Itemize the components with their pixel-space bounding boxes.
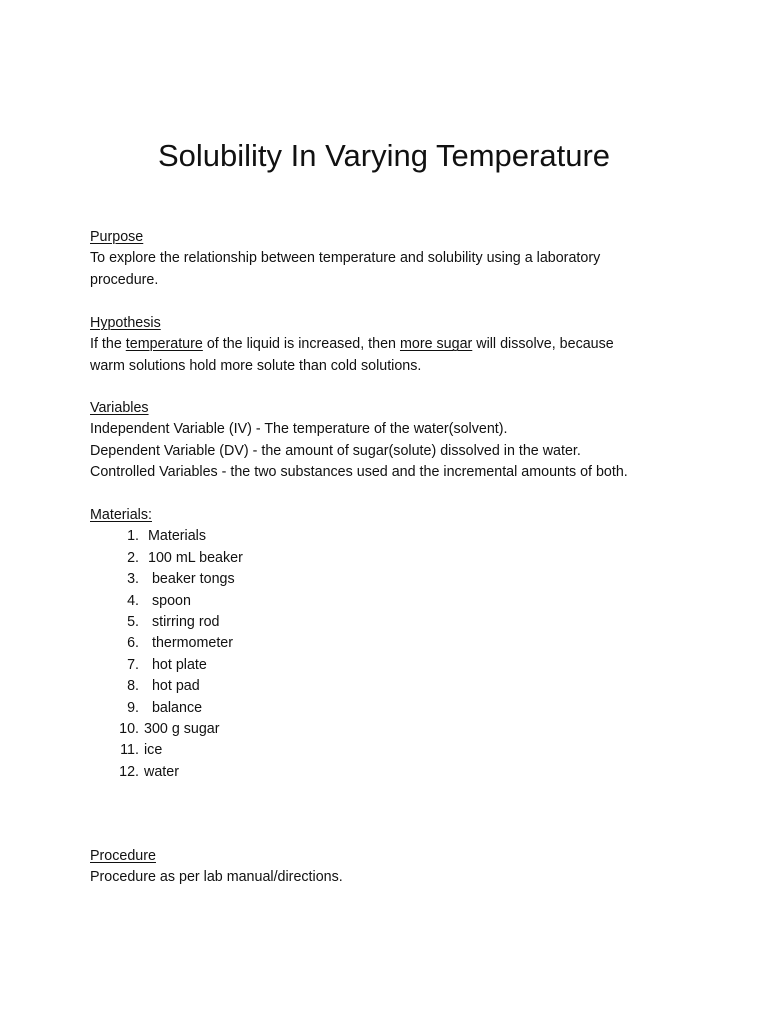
list-item-text: Materials	[148, 528, 206, 545]
list-item-number: 4.	[127, 592, 139, 609]
list-item-number: 11.	[120, 742, 139, 759]
list-item-number: 1.	[127, 528, 139, 545]
list-item	[90, 548, 680, 569]
list-item-text: balance	[148, 699, 203, 716]
hypothesis-text-pre: If the	[90, 336, 126, 353]
list-item	[90, 698, 680, 719]
hypothesis-underlined-temperature: temperature	[125, 336, 203, 353]
materials-list	[90, 526, 680, 783]
list-item	[90, 526, 680, 547]
hypothesis-heading: Hypothesis	[90, 315, 161, 331]
list-item-number: 8.	[127, 678, 139, 695]
list-item-text: hot pad	[148, 678, 200, 695]
list-item-text: beaker tongs	[148, 571, 235, 588]
hypothesis-section	[90, 313, 680, 377]
hypothesis-text-post: will dissolve, because	[472, 336, 614, 353]
list-item-text: 300 g sugar	[144, 721, 220, 738]
list-item	[90, 740, 680, 761]
document-title: Solubility In Varying Temperature	[157, 138, 611, 173]
controlled-variables-line: Controlled Variables - the two substances used and the incremental amounts of both.	[90, 464, 628, 481]
list-item-text: hot plate	[148, 656, 207, 673]
list-item-number: 7.	[127, 656, 139, 673]
variables-heading: Variables	[90, 400, 149, 416]
list-item-text: water	[144, 763, 179, 780]
list-item	[90, 655, 680, 676]
variables-section	[90, 398, 680, 484]
list-item-text: stirring rod	[148, 614, 220, 631]
list-item-text: 100 mL beaker	[148, 549, 243, 566]
list-item-number: 5.	[127, 614, 139, 631]
hypothesis-line-2: warm solutions hold more solute than cold solutions.	[90, 357, 422, 374]
list-item-number: 9.	[127, 699, 139, 716]
procedure-text: Procedure as per lab manual/directions.	[90, 869, 343, 886]
procedure-heading: Procedure	[90, 848, 156, 864]
hypothesis-line-1	[90, 334, 680, 355]
procedure-section	[90, 846, 680, 889]
purpose-section	[90, 227, 680, 291]
list-item-number: 6.	[127, 635, 139, 652]
list-item	[90, 633, 680, 654]
purpose-line-1: To explore the relationship between temperature and solubility using a laboratory	[90, 250, 601, 267]
hypothesis-text-mid: of the liquid is increased, then	[202, 336, 400, 353]
list-item-number: 2.	[127, 549, 139, 566]
list-item-number: 12.	[119, 763, 139, 780]
list-item	[90, 719, 680, 740]
materials-section	[90, 505, 680, 783]
purpose-heading: Purpose	[90, 229, 144, 245]
list-item	[90, 591, 680, 612]
list-item	[90, 762, 680, 783]
list-item-text: spoon	[148, 592, 191, 609]
list-item-number: 10.	[119, 721, 139, 738]
list-item-text: thermometer	[148, 635, 234, 652]
hypothesis-underlined-more-sugar: more sugar	[399, 336, 473, 353]
dependent-variable-line: Dependent Variable (DV) - the amount of sugar(solute) dissolved in the water.	[90, 442, 581, 459]
list-item-text: ice	[144, 742, 163, 759]
list-item-number: 3.	[127, 571, 139, 588]
list-item	[90, 612, 680, 633]
materials-heading: Materials:	[90, 507, 152, 523]
purpose-line-2: procedure.	[90, 271, 159, 288]
list-item	[90, 569, 680, 590]
independent-variable-line: Independent Variable (IV) - The temperature of the water(solvent).	[90, 421, 508, 438]
list-item	[90, 676, 680, 697]
